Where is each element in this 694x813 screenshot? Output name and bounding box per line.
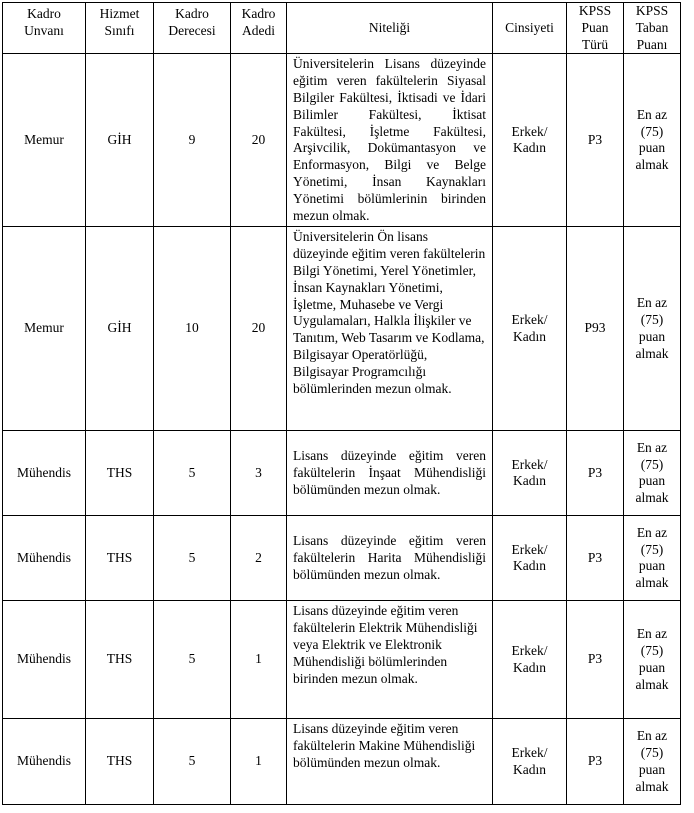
table-row bbox=[3, 516, 681, 601]
cell-taban-puan: En az (75) puan almak bbox=[624, 601, 681, 719]
cell-puan-turu: P3 bbox=[567, 601, 624, 719]
cell-cinsiyet: Erkek/ Kadın bbox=[493, 431, 567, 516]
cell-unvan: Mühendis bbox=[3, 431, 86, 516]
table-row bbox=[3, 54, 681, 227]
header-kpss-puan-turu: KPSS Puan Türü bbox=[567, 3, 624, 54]
cell-derece: 5 bbox=[154, 601, 231, 719]
table-row bbox=[3, 601, 681, 719]
table-row bbox=[3, 431, 681, 516]
cell-unvan: Memur bbox=[3, 227, 86, 431]
cell-adet: 20 bbox=[231, 227, 287, 431]
cell-nitelik: Üniversitelerin Lisans düzeyinde eğitim veren fakültelerin Siyasal Bilgiler Fakültesi, İktisadi ve İdari Bilimler Fakültesi, İktisat Fakültesi, İşletme Fakültesi, Arşivcilik, Dokümantasyon ve Enformasyon, Bilgi ve Belge Yönetimi, İnsan Kaynakları Yönetimi bölümlerinin birinden mezun olmak. bbox=[287, 54, 493, 227]
header-kadro-unvani: Kadro Unvanı bbox=[3, 3, 86, 54]
cell-derece: 5 bbox=[154, 516, 231, 601]
header-hizmet-sinifi: Hizmet Sınıfı bbox=[86, 3, 154, 54]
cell-derece: 5 bbox=[154, 719, 231, 805]
cell-taban-puan: En az (75) puan almak bbox=[624, 54, 681, 227]
cell-nitelik: Lisans düzeyinde eğitim veren fakültelerin Makine Mühendisliği bölümünden mezun olmak. bbox=[287, 719, 493, 805]
header-niteligi: Niteliği bbox=[287, 3, 493, 54]
cell-sinif: THS bbox=[86, 719, 154, 805]
cell-sinif: THS bbox=[86, 601, 154, 719]
cell-sinif: THS bbox=[86, 516, 154, 601]
header-cinsiyeti: Cinsiyeti bbox=[493, 3, 567, 54]
cell-taban-puan: En az (75) puan almak bbox=[624, 227, 681, 431]
cell-nitelik: Lisans düzeyinde eğitim veren fakültelerin Elektrik Mühendisliği veya Elektrik ve Elektronik Mühendisliği bölümlerinden birinden mezun olmak. bbox=[287, 601, 493, 719]
cell-nitelik: Üniversitelerin Ön lisans düzeyinde eğitim veren fakültelerin Bilgi Yönetimi, Yerel Yönetimler, İnsan Kaynakları Yönetimi, İşletme, Muhasebe ve Vergi Uygulamaları, Halkla İlişkiler ve Tanıtım, Web Tasarım ve Kodlama, Bilgisayar Operatörlüğü, Bilgisayar Programcılığı bölümlerinden mezun olmak. bbox=[287, 227, 493, 431]
cell-adet: 1 bbox=[231, 719, 287, 805]
cell-cinsiyet: Erkek/ Kadın bbox=[493, 516, 567, 601]
cell-sinif: GİH bbox=[86, 227, 154, 431]
cell-sinif: THS bbox=[86, 431, 154, 516]
cell-derece: 5 bbox=[154, 431, 231, 516]
cell-adet: 3 bbox=[231, 431, 287, 516]
cell-cinsiyet: Erkek/ Kadın bbox=[493, 227, 567, 431]
staff-positions-table bbox=[2, 2, 681, 805]
header-kpss-taban-puani: KPSS Taban Puanı bbox=[624, 3, 681, 54]
cell-puan-turu: P93 bbox=[567, 227, 624, 431]
cell-taban-puan: En az (75) puan almak bbox=[624, 719, 681, 805]
cell-unvan: Mühendis bbox=[3, 719, 86, 805]
cell-puan-turu: P3 bbox=[567, 719, 624, 805]
cell-unvan: Mühendis bbox=[3, 516, 86, 601]
header-kadro-adedi: Kadro Adedi bbox=[231, 3, 287, 54]
cell-unvan: Mühendis bbox=[3, 601, 86, 719]
cell-cinsiyet: Erkek/ Kadın bbox=[493, 719, 567, 805]
cell-adet: 20 bbox=[231, 54, 287, 227]
table-row bbox=[3, 719, 681, 805]
header-kadro-derecesi: Kadro Derecesi bbox=[154, 3, 231, 54]
cell-adet: 2 bbox=[231, 516, 287, 601]
cell-adet: 1 bbox=[231, 601, 287, 719]
cell-puan-turu: P3 bbox=[567, 431, 624, 516]
cell-derece: 9 bbox=[154, 54, 231, 227]
cell-puan-turu: P3 bbox=[567, 516, 624, 601]
cell-cinsiyet: Erkek/ Kadın bbox=[493, 54, 567, 227]
cell-nitelik: Lisans düzeyinde eğitim veren fakültelerin İnşaat Mühendisliği bölümünden mezun olmak. bbox=[287, 431, 493, 516]
header-row bbox=[3, 3, 681, 54]
cell-taban-puan: En az (75) puan almak bbox=[624, 516, 681, 601]
table-row bbox=[3, 227, 681, 431]
cell-sinif: GİH bbox=[86, 54, 154, 227]
cell-nitelik: Lisans düzeyinde eğitim veren fakültelerin Harita Mühendisliği bölümünden mezun olmak. bbox=[287, 516, 493, 601]
cell-derece: 10 bbox=[154, 227, 231, 431]
cell-taban-puan: En az (75) puan almak bbox=[624, 431, 681, 516]
cell-unvan: Memur bbox=[3, 54, 86, 227]
cell-cinsiyet: Erkek/ Kadın bbox=[493, 601, 567, 719]
cell-puan-turu: P3 bbox=[567, 54, 624, 227]
